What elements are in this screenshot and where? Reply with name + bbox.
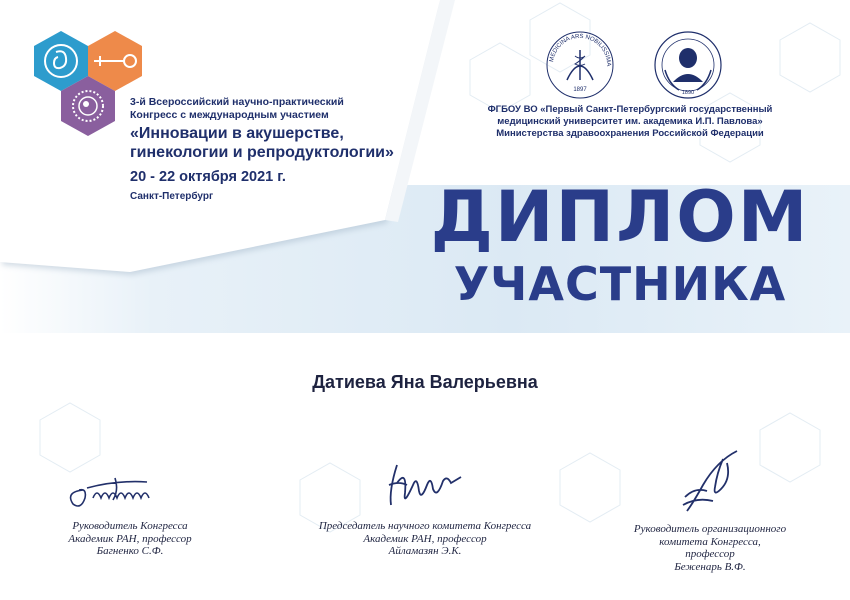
signatory-1-line3: Багненко С.Ф. — [96, 545, 164, 557]
university-line3: Министерства здравоохранения Российской Федерации — [496, 128, 764, 139]
signature-1-icon — [55, 470, 195, 510]
conference-line1: 3-й Всероссийский научно-практический — [130, 96, 344, 108]
signatory-3-line2: комитета Конгресса, — [659, 535, 761, 548]
conference-city: Санкт-Петербург — [130, 191, 214, 202]
conference-line2: Конгресс с международным участием — [130, 109, 329, 121]
participant-heading: УЧАСТНИКА — [453, 257, 787, 311]
diploma-heading: ДИПЛОМ — [430, 176, 810, 258]
signatory-3-line3: профессор — [685, 548, 735, 560]
seal-motto: MEDICINA ARS NOBILISSIMA — [549, 33, 612, 67]
signature-3-icon — [665, 445, 755, 515]
seal-year-left: 1897 — [573, 87, 587, 93]
conference-dates: 20 - 22 октября 2021 г. — [130, 169, 286, 185]
pavlov-portrait-icon — [655, 32, 721, 98]
conference-title-line1: «Инновации в акушерстве, — [130, 125, 344, 142]
signature-2-icon — [375, 455, 475, 515]
university-line1: ФГБОУ ВО «Первый Санкт-Петербургский государственный — [487, 104, 773, 115]
conference-title-line2: гинекологии и репродуктологии» — [130, 144, 394, 161]
conference-info — [130, 96, 394, 202]
signatory-3 — [610, 523, 810, 573]
signatory-1 — [40, 520, 220, 558]
signatory-1-line2: Академик РАН, профессор — [68, 532, 192, 545]
recipient-name: Датиева Яна Валерьевна — [312, 372, 538, 392]
university-line2: медицинский университет им. академика И.П. Павлова» — [497, 116, 763, 127]
university-info — [470, 104, 790, 140]
university-logos — [545, 30, 725, 100]
seal-year-right: 1890 — [681, 90, 695, 96]
signatory-2-line2: Академик РАН, профессор — [363, 532, 487, 545]
university-seal-icon — [547, 32, 613, 98]
signatory-3-line1: Руководитель организационного — [633, 523, 787, 535]
signatory-2 — [300, 520, 550, 558]
signatory-2-line3: Айламазян Э.К. — [388, 545, 462, 557]
signatory-3-line4: Беженарь В.Ф. — [674, 560, 746, 573]
signatory-1-line1: Руководитель Конгресса — [72, 520, 188, 532]
signatory-2-line1: Председатель научного комитета Конгресса — [318, 520, 532, 532]
